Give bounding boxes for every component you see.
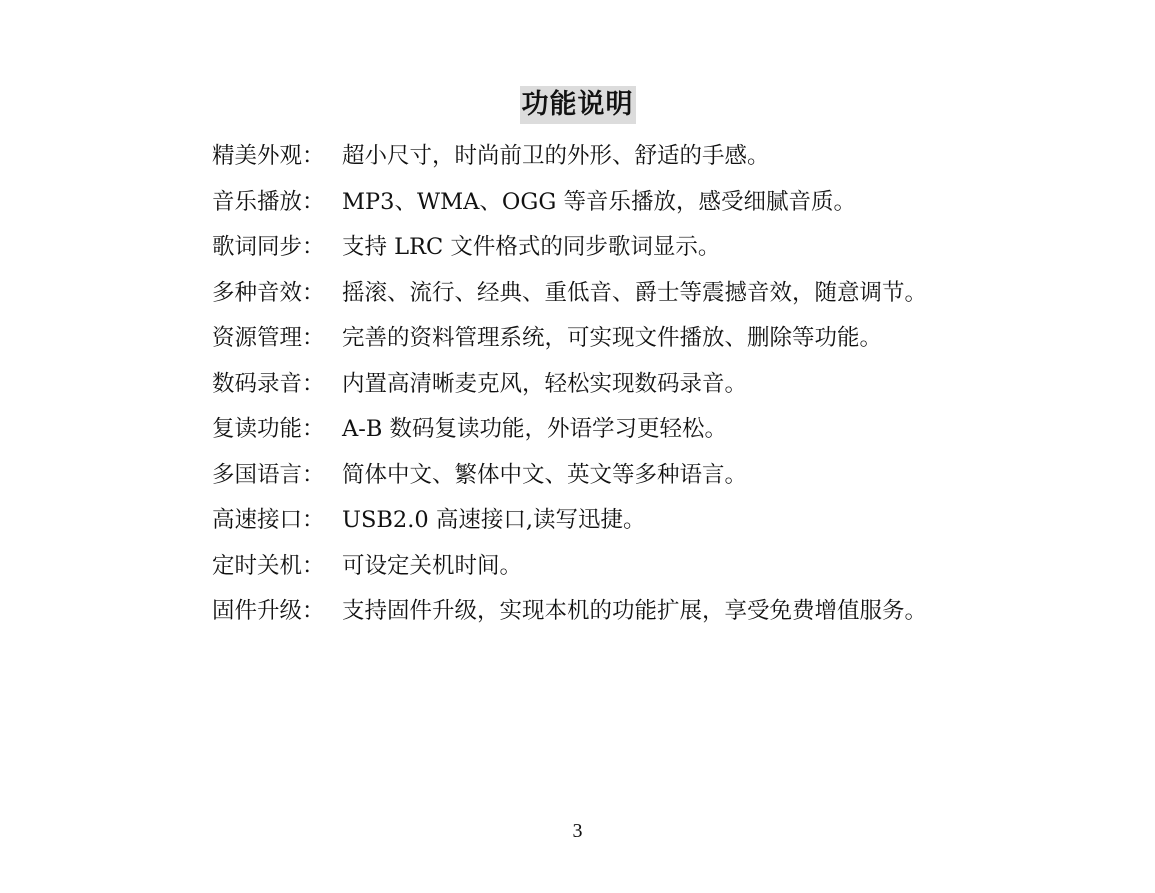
feature-term: 高速接口： [212, 507, 325, 533]
feature-item [212, 180, 952, 226]
feature-item [212, 589, 952, 635]
feature-description: 内置高清晰麦克风，轻松实现数码录音。 [342, 370, 748, 397]
feature-description: 完善的资料管理系统，可实现文件播放、删除等功能。 [342, 325, 883, 351]
feature-list [212, 134, 952, 635]
feature-term: 歌词同步： [212, 234, 325, 260]
feature-item [212, 362, 952, 408]
feature-description: 可设定关机时间。 [342, 552, 523, 579]
feature-item [212, 316, 952, 362]
feature-term: 精美外观： [212, 143, 325, 169]
feature-description: A-B 数码复读功能，外语学习更轻松。 [342, 416, 728, 442]
feature-term: 多种音效： [212, 279, 325, 306]
section-title-text: 功能说明 [520, 86, 636, 124]
feature-term: 资源管理： [212, 325, 325, 351]
feature-description: 支持 LRC 文件格式的同步歌词显示。 [342, 234, 721, 260]
feature-item [212, 453, 952, 499]
feature-item [212, 225, 952, 271]
feature-item [212, 544, 952, 590]
feature-description: MP3、WMA、OGG 等音乐播放，感受细腻音质。 [342, 188, 856, 215]
feature-term: 音乐播放： [212, 188, 325, 215]
feature-item [212, 134, 952, 180]
feature-term: 定时关机： [212, 552, 325, 579]
feature-description: 简体中文、繁体中文、英文等多种语言。 [342, 461, 748, 488]
feature-item [212, 271, 952, 317]
feature-term: 固件升级： [212, 598, 325, 624]
feature-term: 复读功能： [212, 416, 325, 442]
section-title [0, 86, 1155, 124]
feature-term: 多国语言： [212, 461, 325, 488]
feature-description: 支持固件升级，实现本机的功能扩展，享受免费增值服务。 [342, 598, 928, 624]
feature-description: USB2.0 高速接口,读写迅捷。 [342, 507, 646, 533]
feature-item [212, 498, 952, 544]
feature-description: 摇滚、流行、经典、重低音、爵士等震撼音效，随意调节。 [342, 279, 928, 306]
feature-description: 超小尺寸，时尚前卫的外形、舒适的手感。 [342, 143, 770, 169]
feature-term: 数码录音： [212, 370, 325, 397]
feature-item [212, 407, 952, 453]
page-number: 3 [572, 820, 583, 842]
